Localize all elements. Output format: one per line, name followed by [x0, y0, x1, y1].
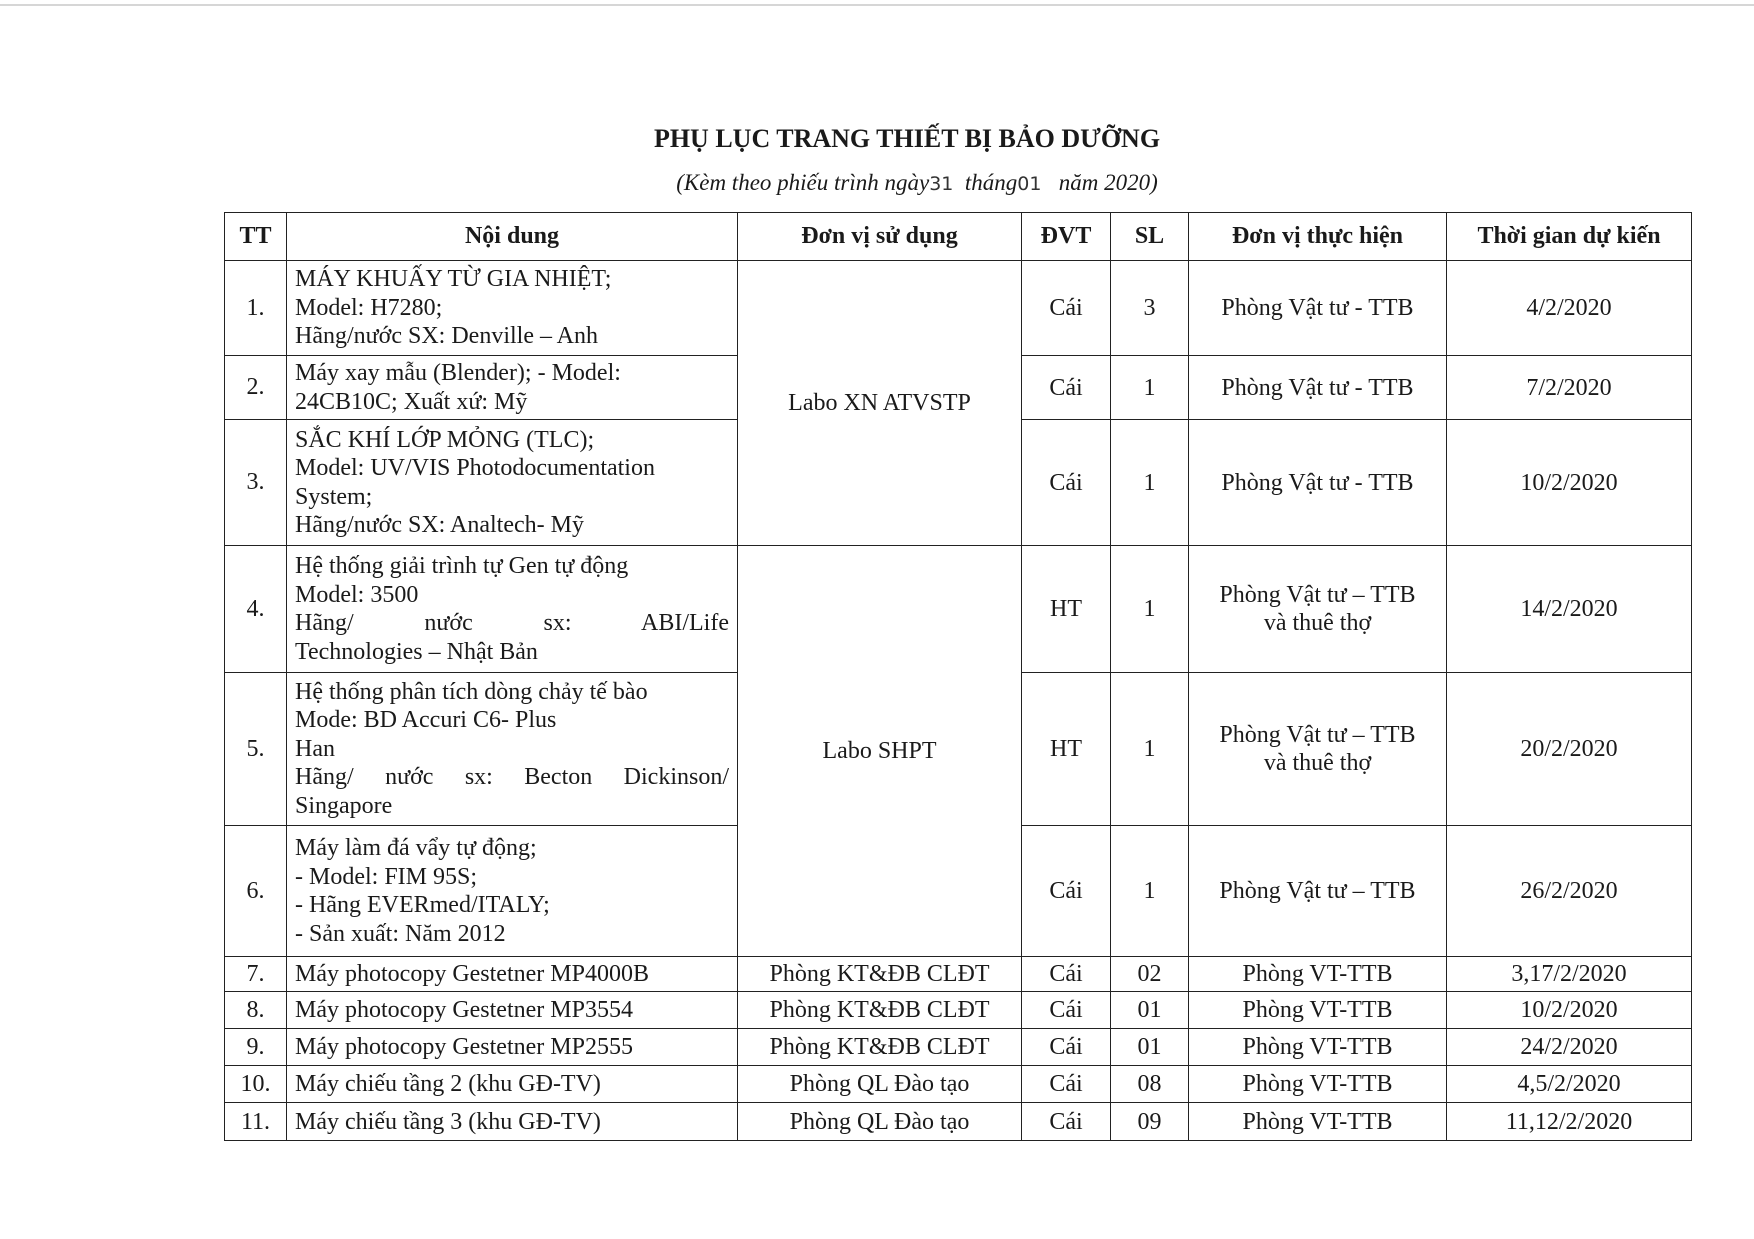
content-line: Mode: BD Accuri C6- Plus — [295, 707, 557, 734]
content-line: Hãng/ nước sx: ABI/Life — [295, 610, 729, 636]
performer-line: Phòng VT-TTB — [1242, 1108, 1393, 1135]
content-line: SẮC KHÍ LỚP MỎNG (TLC); — [295, 426, 595, 453]
row-performer — [1189, 1103, 1447, 1141]
row-number: 3. — [225, 420, 287, 546]
row-expected-date: 4/2/2020 — [1447, 261, 1692, 356]
row-unit-of-measure: Cái — [1022, 356, 1111, 420]
content-line: Hãng/nước SX: Denville – Anh — [295, 323, 598, 350]
content-line: Máy xay mẫu (Blender); - Model: — [295, 360, 621, 386]
content-line: Máy chiếu tầng 2 (khu GĐ-TV) — [295, 1071, 601, 1097]
row-quantity: 02 — [1111, 957, 1189, 992]
row-content — [287, 261, 738, 356]
content-line: Technologies – Nhật Bản — [295, 638, 538, 665]
content-line: Singapore — [295, 792, 393, 819]
row-unit-of-measure: Cái — [1022, 1103, 1111, 1141]
row-quantity: 01 — [1111, 992, 1189, 1029]
row-user-unit: Phòng QL Đào tạo — [738, 1066, 1022, 1103]
table-row — [225, 1066, 1692, 1103]
page-title: PHỤ LỤC TRANG THIẾT BỊ BẢO DƯỠNG — [653, 124, 1161, 153]
content-line: - Model: FIM 95S; — [295, 863, 478, 890]
performer-line: và thuê thợ — [1263, 750, 1372, 776]
row-expected-date: 10/2/2020 — [1447, 420, 1692, 546]
row-unit-of-measure: Cái — [1022, 1029, 1111, 1066]
row-expected-date: 11,12/2/2020 — [1447, 1103, 1692, 1141]
header-col-content: Nội dung — [287, 213, 738, 261]
header-col-tt: TT — [225, 213, 287, 261]
row-number: 4. — [225, 546, 287, 673]
row-content — [287, 673, 738, 826]
performer-line: Phòng VT-TTB — [1242, 997, 1393, 1023]
row-performer — [1189, 957, 1447, 992]
performer-line: và thuê thợ — [1263, 610, 1372, 636]
row-quantity: 1 — [1111, 356, 1189, 420]
row-user-unit: Phòng KT&ĐB CLĐT — [738, 992, 1022, 1029]
row-unit-of-measure: Cái — [1022, 992, 1111, 1029]
content-line: Máy photocopy Gestetner MP4000B — [295, 961, 649, 987]
row-number: 9. — [225, 1029, 287, 1066]
content-line: Han — [295, 735, 335, 762]
row-quantity: 09 — [1111, 1103, 1189, 1141]
content-line: Hệ thống giải trình tự Gen tự động — [295, 553, 629, 579]
content-line: Máy chiếu tầng 3 (khu GĐ-TV) — [295, 1108, 601, 1135]
handwritten-day: 31 — [929, 173, 954, 195]
row-content — [287, 826, 738, 957]
content-line: MÁY KHUẤY TỪ GIA NHIỆT; — [295, 266, 612, 293]
performer-line: Phòng VT-TTB — [1242, 961, 1393, 987]
row-content — [287, 992, 738, 1029]
performer-line: Phòng Vật tư – TTB — [1219, 878, 1416, 904]
row-number: 2. — [225, 356, 287, 420]
content-line: Máy photocopy Gestetner MP3554 — [295, 997, 633, 1023]
row-number: 7. — [225, 957, 287, 992]
table-row — [225, 957, 1692, 992]
table-row — [225, 992, 1692, 1029]
header-col-performer: Đơn vị thực hiện — [1189, 213, 1447, 261]
performer-line: Phòng Vật tư - TTB — [1221, 374, 1414, 401]
subtitle-month: tháng — [964, 170, 1018, 195]
table-row — [225, 546, 1692, 673]
scan-edge-line — [0, 4, 1754, 6]
row-user-unit: Phòng KT&ĐB CLĐT — [738, 957, 1022, 992]
row-performer — [1189, 673, 1447, 826]
row-unit-of-measure: Cái — [1022, 420, 1111, 546]
performer-line: Phòng VT-TTB — [1242, 1071, 1393, 1097]
row-expected-date: 24/2/2020 — [1447, 1029, 1692, 1066]
row-unit-of-measure: Cái — [1022, 261, 1111, 356]
content-line: Máy làm đá vẩy tự động; — [295, 835, 537, 861]
row-performer — [1189, 826, 1447, 957]
content-line: - Sản xuất: Năm 2012 — [295, 920, 506, 947]
row-expected-date: 7/2/2020 — [1447, 356, 1692, 420]
header-col-user-unit: Đơn vị sử dụng — [738, 213, 1022, 261]
row-quantity: 1 — [1111, 420, 1189, 546]
row-quantity: 1 — [1111, 546, 1189, 673]
content-line: Hãng/nước SX: Analtech- Mỹ — [295, 512, 584, 538]
table-row — [225, 261, 1692, 356]
row-performer — [1189, 1066, 1447, 1103]
content-line: Hãng/ nước sx: Becton Dickinson/ — [295, 764, 729, 791]
row-performer — [1189, 261, 1447, 356]
row-quantity: 01 — [1111, 1029, 1189, 1066]
row-content — [287, 1103, 738, 1141]
row-unit-of-measure: Cái — [1022, 1066, 1111, 1103]
performer-line: Phòng Vật tư - TTB — [1221, 295, 1414, 321]
content-line: - Hãng EVERmed/ITALY; — [295, 892, 550, 918]
row-performer — [1189, 356, 1447, 420]
row-quantity: 08 — [1111, 1066, 1189, 1103]
table-row — [225, 1103, 1692, 1141]
performer-line: Phòng Vật tư – TTB — [1219, 582, 1416, 608]
performer-line: Phòng Vật tư – TTB — [1219, 722, 1416, 748]
content-line: Model: H7280; — [295, 294, 443, 321]
row-expected-date: 20/2/2020 — [1447, 673, 1692, 826]
row-expected-date: 4,5/2/2020 — [1447, 1066, 1692, 1103]
row-content — [287, 356, 738, 420]
row-expected-date: 3,17/2/2020 — [1447, 957, 1692, 992]
row-user-unit: Phòng QL Đào tạo — [738, 1103, 1022, 1141]
content-line: 24CB10C; Xuất xứ: Mỹ — [295, 388, 528, 415]
row-number: 8. — [225, 992, 287, 1029]
row-number: 6. — [225, 826, 287, 957]
row-number: 1. — [225, 261, 287, 356]
row-performer — [1189, 992, 1447, 1029]
content-line: Hệ thống phân tích dòng chảy tế bào — [295, 678, 648, 705]
content-line: System; — [295, 483, 373, 510]
row-content — [287, 420, 738, 546]
row-quantity: 1 — [1111, 826, 1189, 957]
row-content — [287, 546, 738, 673]
row-quantity: 1 — [1111, 673, 1189, 826]
content-line: Model: UV/VIS Photodocumentation — [295, 455, 655, 481]
performer-line: Phòng VT-TTB — [1242, 1034, 1393, 1060]
row-unit-of-measure: HT — [1022, 673, 1111, 826]
handwritten-month: 01 — [1017, 173, 1042, 195]
row-quantity: 3 — [1111, 261, 1189, 356]
row-unit-of-measure: Cái — [1022, 826, 1111, 957]
subtitle-prefix: (Kèm theo phiếu trình ngày — [676, 170, 930, 195]
row-content — [287, 1066, 738, 1103]
row-performer — [1189, 420, 1447, 546]
table-row — [225, 1029, 1692, 1066]
row-content — [287, 957, 738, 992]
row-number: 11. — [225, 1103, 287, 1141]
row-content — [287, 1029, 738, 1066]
performer-line: Phòng Vật tư - TTB — [1221, 469, 1414, 496]
page-subtitle — [40, 170, 1754, 196]
row-number: 5. — [225, 673, 287, 826]
row-unit-of-measure: HT — [1022, 546, 1111, 673]
row-performer — [1189, 1029, 1447, 1066]
group-user-unit: Labo SHPT — [738, 546, 1022, 957]
row-expected-date: 10/2/2020 — [1447, 992, 1692, 1029]
header-col-expected-time: Thời gian dự kiến — [1447, 213, 1692, 261]
row-unit-of-measure: Cái — [1022, 957, 1111, 992]
row-performer — [1189, 546, 1447, 673]
row-expected-date: 14/2/2020 — [1447, 546, 1692, 673]
header-col-quantity: SL — [1111, 213, 1189, 261]
equipment-table — [224, 212, 1692, 1141]
row-user-unit: Phòng KT&ĐB CLĐT — [738, 1029, 1022, 1066]
row-number: 10. — [225, 1066, 287, 1103]
row-expected-date: 26/2/2020 — [1447, 826, 1692, 957]
group-user-unit: Labo XN ATVSTP — [738, 261, 1022, 546]
content-line: Model: 3500 — [295, 581, 419, 608]
content-line: Máy photocopy Gestetner MP2555 — [295, 1034, 633, 1060]
header-col-unit-of-measure: ĐVT — [1022, 213, 1111, 261]
subtitle-suffix: năm 2020) — [1058, 170, 1158, 195]
table-header-row — [225, 213, 1692, 261]
